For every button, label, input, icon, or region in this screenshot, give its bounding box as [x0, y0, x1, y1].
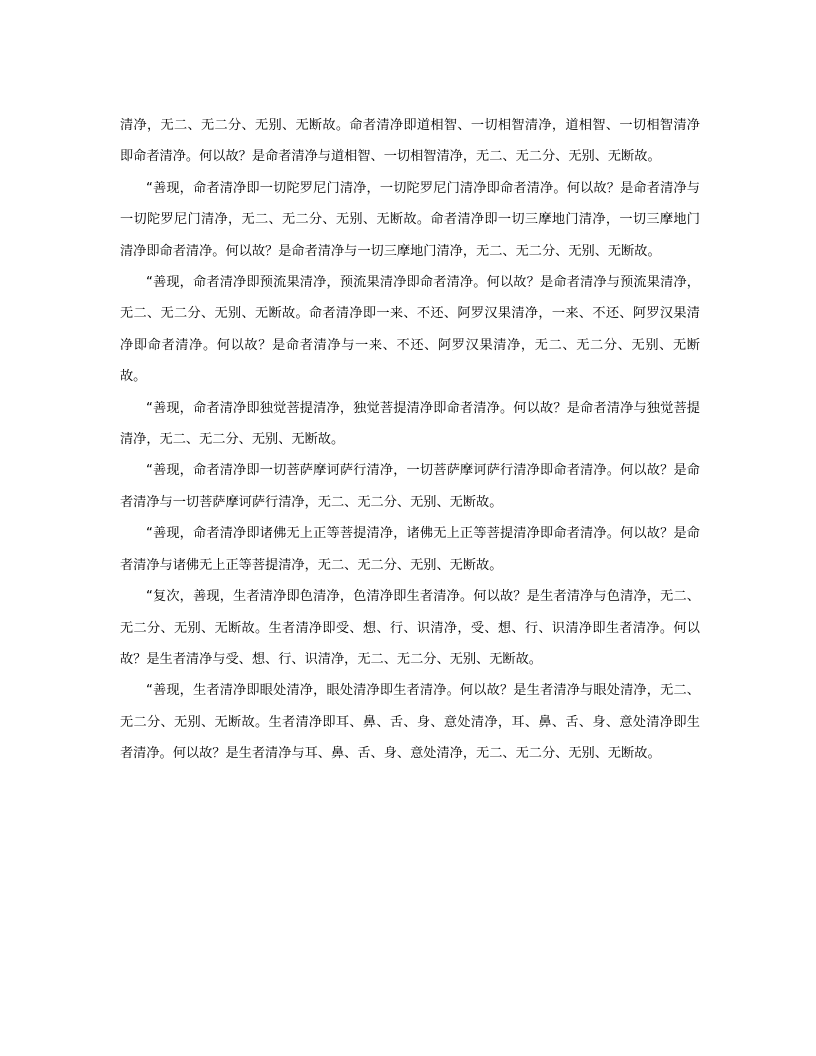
document-page: [120, 110, 700, 770]
paragraph-1: 清净，无二、无二分、无别、无断故。命者清净即道相智、一切相智清净，道相智、一切相智清净即命者清净。何以故？是命者清净与道相智、一切相智清净，无二、无二分、无别、无断故。: [120, 118, 700, 165]
paragraph-3: “善现，命者清净即预流果清净，预流果清净即命者清净。何以故？是命者清净与预流果清净，无二、无二分、无别、无断故。命者清净即一来、不还、阿罗汉果清净，一来、不还、阿罗汉果清净即命者清净。何以故？是命者清净与一来、不还、阿罗汉果清净，无二、无二分、无别、无断故。: [120, 275, 700, 385]
paragraph-7: “复次，善现，生者清净即色清净，色清净即生者清净。何以故？是生者清净与色清净，无二、无二分、无别、无断故。生者清净即受、想、行、识清净，受、想、行、识清净即生者清净。何以故？是生者清净与受、想、行、识清净，无二、无二分、无别、无断故。: [120, 589, 700, 667]
paragraph-2: “善现，命者清净即一切陀罗尼门清净，一切陀罗尼门清净即命者清净。何以故？是命者清净与一切陀罗尼门清净，无二、无二分、无别、无断故。命者清净即一切三摩地门清净，一切三摩地门清净即命者清净。何以故？是命者清净与一切三摩地门清净，无二、无二分、无别、无断故。: [120, 180, 700, 259]
paragraph-6: “善现，命者清净即诸佛无上正等菩提清净，诸佛无上正等菩提清净即命者清净。何以故？是命者清净与诸佛无上正等菩提清净，无二、无二分、无别、无断故。: [120, 526, 700, 573]
paragraph-4: “善现，命者清净即独觉菩提清净，独觉菩提清净即命者清净。何以故？是命者清净与独觉菩提清净，无二、无二分、无别、无断故。: [120, 400, 700, 448]
paragraph-8: “善现，生者清净即眼处清净，眼处清净即生者清净。何以故？是生者清净与眼处清净，无二、无二分、无别、无断故。生者清净即耳、鼻、舌、身、意处清净，耳、鼻、舌、身、意处清净即生者清净。何以故？是生者清净与耳、鼻、舌、身、意处清净，无二、无二分、无别、无断故。: [120, 683, 700, 762]
paragraph-5: “善现，命者清净即一切菩萨摩诃萨行清净，一切菩萨摩诃萨行清净即命者清净。何以故？是命者清净与一切菩萨摩诃萨行清净，无二、无二分、无别、无断故。: [120, 463, 700, 510]
